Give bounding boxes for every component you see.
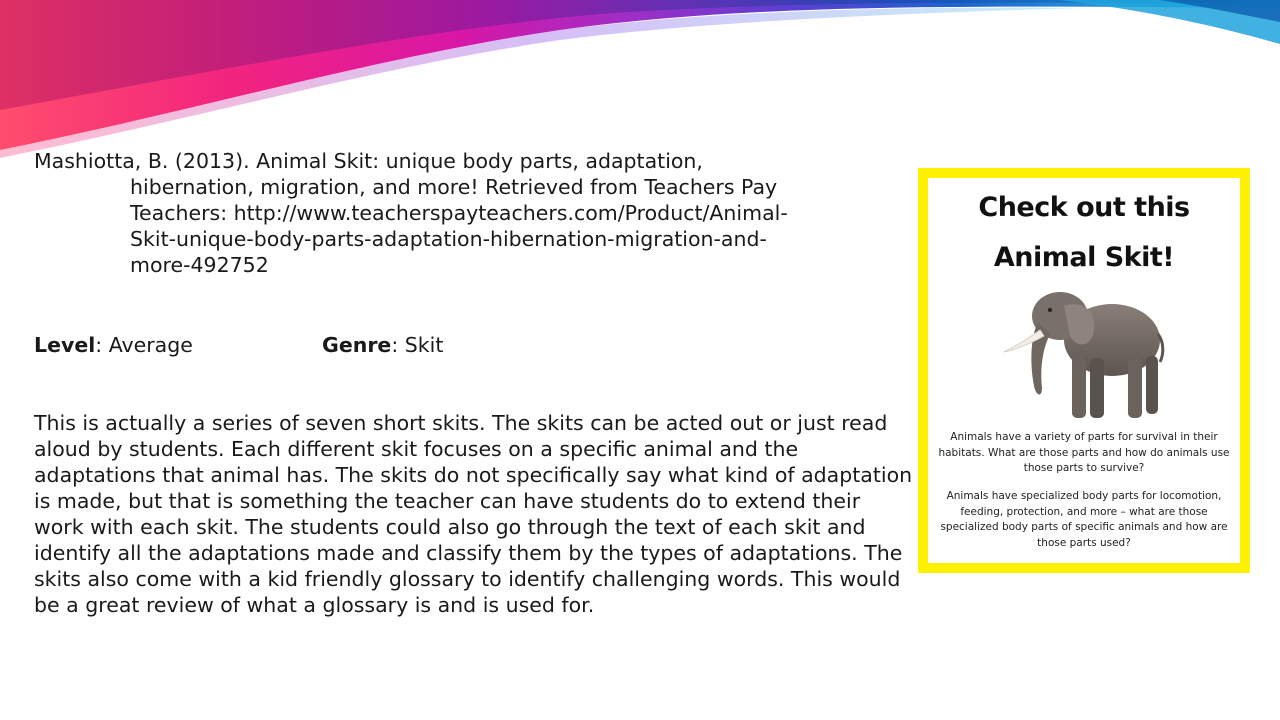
citation-line: more-492752 bbox=[130, 253, 269, 277]
elephant-icon bbox=[1000, 278, 1170, 428]
summary-paragraph: This is actually a series of seven short skits. The skits can be acted out or just read aloud by students. Each different skit focuses on a specific animal and the adaptations that animal has. The skits do not specifically say what kind of adaptation is made, but that is something the teacher can have students do to extend their work with each skit. The students could also go through the text of each skit and identify all the adaptations made and classify them by the types of adaptations. The skits also come with a kid friendly glossary to identify challenging words. This would be a great review of what a glossary is and is used for. bbox=[34, 411, 913, 617]
citation bbox=[34, 148, 914, 278]
level-genre-row bbox=[34, 332, 444, 358]
genre-label: Genre bbox=[322, 333, 392, 357]
citation-first-line: Mashiotta, B. (2013). Animal Skit: unique body parts, adaptation, bbox=[34, 149, 703, 173]
poster-image bbox=[918, 168, 1250, 573]
citation-line: Teachers: http://www.teacherspayteachers.com/Product/Animal- bbox=[130, 201, 788, 225]
decorative-banner bbox=[0, 0, 1280, 160]
poster-title-line1: Check out this bbox=[978, 192, 1190, 223]
level-label: Level bbox=[34, 333, 96, 357]
poster-title-line2: Animal Skit! bbox=[993, 242, 1175, 273]
level-value: : Average bbox=[95, 333, 193, 357]
genre-value: : Skit bbox=[391, 333, 444, 357]
poster-paragraph-2: Animals have specialized body parts for locomotion, feeding, protection, and more – what are those specialized body parts of specific animals and how are those parts used? bbox=[940, 490, 1228, 549]
genre-field bbox=[322, 332, 443, 358]
citation-line: Skit-unique-body-parts-adaptation-hibernation-migration-and- bbox=[130, 227, 767, 251]
level-field bbox=[34, 333, 193, 357]
citation-line: hibernation, migration, and more! Retrieved from Teachers Pay bbox=[130, 175, 778, 199]
poster-panel bbox=[928, 178, 1240, 563]
poster-paragraph-1: Animals have a variety of parts for survival in their habitats. What are those parts and how do animals use those parts to survive? bbox=[938, 431, 1230, 474]
